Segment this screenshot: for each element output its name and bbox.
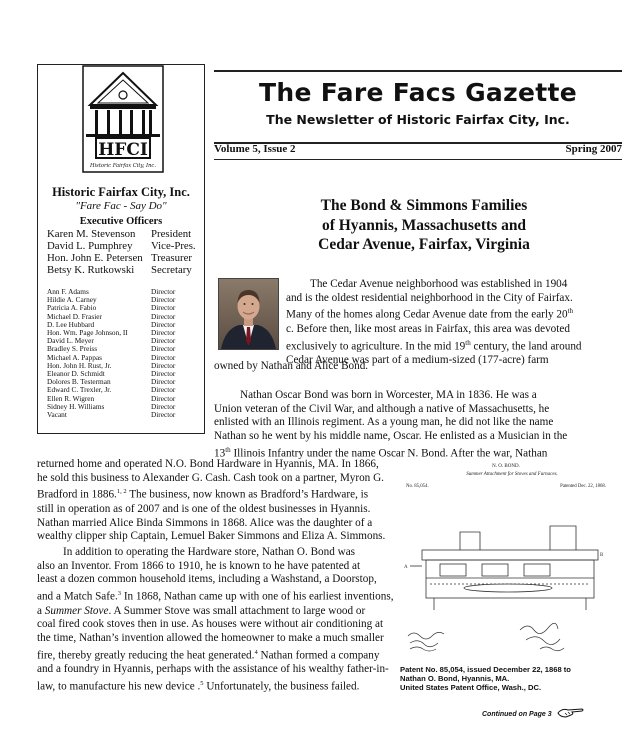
director-name: Vacant <box>47 410 67 419</box>
witness-signatures <box>408 623 564 651</box>
text-line: he sold this business to Alexander G. Cash. Cash took on a partner, Myron G. <box>37 471 384 484</box>
logo-text: HFCI <box>98 140 148 160</box>
portrait-image <box>219 279 278 349</box>
text-span: . A Summer Stove was small attachment to large wood or <box>108 604 366 617</box>
text-line <box>286 305 622 322</box>
director-name: Hon. John H. Rust, Jr. <box>47 360 112 370</box>
superscript: 4 <box>254 648 258 656</box>
text-span: Bradford in 1886. <box>37 489 117 502</box>
officer-role: Vice-Pres. <box>151 240 196 252</box>
paragraph-1 <box>286 278 622 368</box>
text-span: fire, thereby greatly reducing the heat generated. <box>37 649 255 662</box>
director-name: Patricia A. Fabio <box>47 303 97 313</box>
issue-season: Spring 2007 <box>565 143 622 155</box>
text-span: Illinois Infantry under the name Oscar N. Bond. After the war, Nathan <box>230 447 548 460</box>
officer-name: Hon. John E. Petersen <box>47 252 143 264</box>
director-role: Director <box>151 393 176 403</box>
officer-role: President <box>151 228 192 240</box>
director-role: Director <box>151 344 176 354</box>
caption-line: Patent No. 85,054, issued December 22, 1868 to <box>400 665 571 674</box>
officer-name: David L. Pumphrey <box>47 240 133 252</box>
text-line: also an Inventor. From 1866 to 1910, he is known to he have patented at <box>37 559 361 572</box>
director-role: Director <box>151 336 176 346</box>
text-line: Nathan married Alice Binda Simmons in 1868. Alice was the daughter of a <box>37 516 373 529</box>
text-line: the time, Nathan’s invention allowed the homeowner to make a much smaller <box>37 631 384 644</box>
director-role: Director <box>151 287 176 296</box>
text-line: Union veteran of the Civil War, and although a native of Massachusetts, he <box>214 402 550 415</box>
paragraph-3 <box>37 546 394 694</box>
paragraph-1-end: owned by Nathan and Alice Bond. <box>214 360 369 372</box>
headline-line: of Hyannis, Massachusetts and <box>321 216 527 234</box>
text-line <box>286 337 622 354</box>
director-name: Eleanor D. Schmidt <box>47 369 105 378</box>
director-name: D. Lee Hubbard <box>47 319 95 329</box>
issue-rule <box>214 159 622 160</box>
text-span: century, the land around <box>470 340 582 353</box>
text-span: Nathan formed a company <box>257 649 380 662</box>
text-line: wealthy clipper ship Captain, Lemuel Baker Simmons and Eliza A. Simmons. <box>37 530 386 543</box>
director-name: Hon. Wm. Page Johnson, II <box>47 328 128 337</box>
caption-line: Nathan O. Bond, Hyannis, MA. <box>400 674 510 683</box>
summer-stove-italic: Summer Stove <box>44 604 109 617</box>
continued-on-page: Continued on Page 3 <box>482 711 552 718</box>
text-span: In 1868, Nathan came up with one of his earliest inventions, <box>121 590 394 603</box>
pointing-hand-icon <box>556 705 586 719</box>
director-name: Bradley S. Preiss <box>47 344 98 354</box>
director-role: Director <box>151 377 176 387</box>
text-span: Unfortunately, the business failed. <box>203 680 360 693</box>
superscript: 3 <box>117 590 122 598</box>
director-role: Director <box>151 401 176 411</box>
officer-name: Karen M. Stevenson <box>47 228 136 240</box>
director-role: Director <box>151 369 176 378</box>
text-line: In addition to operating the Hardware store, Nathan O. Bond was <box>63 546 356 558</box>
director-name: Michael A. Pappas <box>47 352 102 362</box>
executive-officers-heading: Executive Officers <box>79 216 163 227</box>
director-role: Director <box>151 328 176 337</box>
superscript: 1, 2 <box>116 488 127 496</box>
headline-line: The Bond & Simmons Families <box>320 197 528 214</box>
motto: "Fare Fac - Say Do" <box>75 200 167 212</box>
hfci-logo <box>82 65 164 173</box>
director-role: Director <box>151 360 176 370</box>
text-line: Cedar Avenue was part of a medium-sized (177-acre) farm <box>286 353 549 366</box>
text-line <box>37 485 387 502</box>
director-name: Hildie A. Carney <box>47 295 97 305</box>
director-role: Director <box>151 319 176 329</box>
svg-text:B: B <box>600 553 604 558</box>
patent-header-title: Summer Attachment for Stoves and Furnaces. <box>466 472 558 477</box>
director-name: David L. Meyer <box>47 336 94 346</box>
superscript: 5 <box>200 679 204 687</box>
article-headline <box>220 196 628 255</box>
director-role: Director <box>151 352 176 362</box>
text-line: and is the oldest residential neighborhood in the City of Fairfax. <box>286 291 573 304</box>
director-role: Director <box>151 303 176 313</box>
text-line <box>37 587 394 604</box>
text-line: Nathan Oscar Bond was born in Worcester, MA in 1836. He was a <box>240 389 537 401</box>
officer-role: Treasurer <box>151 252 192 264</box>
director-name: Dolores B. Testerman <box>47 377 111 387</box>
sidebar-officers-box <box>37 64 205 434</box>
text-line: coal fired cook stoves then in use. As houses were without air conditioning at <box>37 618 384 631</box>
director-name: Ellen R. Wigren <box>47 393 95 403</box>
patent-header-no: No. 85,054. <box>406 484 429 489</box>
text-line: c. Before then, like most areas in Fairfax, this area was devoted <box>286 322 570 335</box>
officer-name: Betsy K. Rutkowski <box>47 264 135 276</box>
text-span: law, to manufacture his new device . <box>37 680 201 693</box>
masthead <box>214 70 622 144</box>
text-line <box>37 677 387 694</box>
text-span: and a Match Safe. <box>37 590 118 603</box>
text-span: exclusively to agriculture. In the mid 19 <box>286 340 466 353</box>
director-name: Ann F. Adams <box>47 287 89 296</box>
patent-drawing <box>400 460 612 655</box>
issue-volume: Volume 5, Issue 2 <box>214 143 296 155</box>
patent-header-name: N. O. BOND. <box>492 464 520 469</box>
director-name: Michael D. Frasier <box>47 311 102 321</box>
text-line: Nathan so he went by his middle name, Oscar. He enlisted as a Musician in the <box>214 430 568 443</box>
patent-header-date: Patented Dec. 22, 1868. <box>560 484 606 489</box>
superscript: th <box>465 338 471 347</box>
org-name: Historic Fairfax City, Inc. <box>52 185 190 199</box>
text-line: returned home and operated N.O. Bond Hardware in Hyannis, MA. In 1866, <box>37 458 379 470</box>
text-span: 13 <box>214 447 226 460</box>
superscript: th <box>567 307 574 316</box>
text-line: enlisted with an Illinois regiment. As a young man, he did not like the name <box>214 416 554 429</box>
text-span: Many of the homes along Cedar Avenue date from the early 20 <box>286 309 568 322</box>
text-line <box>37 605 387 619</box>
text-line: The Cedar Avenue neighborhood was established in 1904 <box>310 278 568 290</box>
officer-role: Secretary <box>151 264 192 276</box>
text-line: least a dozen common household items, including a Washstand, a Doorstop, <box>37 573 377 586</box>
text-line: and a foundry in Hyannis, perhaps with the assistance of his wealthy father-in- <box>37 663 389 676</box>
director-name: Sidney H. Williams <box>47 401 105 411</box>
paragraph-2-top <box>214 389 622 461</box>
director-role: Director <box>151 385 176 395</box>
text-span: The business, now known as Bradford’s Hardware, is <box>126 489 369 502</box>
paragraph-2-bottom <box>37 458 387 544</box>
gazette-title: The Fare Facs Gazette <box>259 78 577 107</box>
stove-illustration <box>404 526 604 610</box>
headline-line: Cedar Avenue, Fairfax, Virginia <box>318 236 530 253</box>
text-span: a <box>37 604 45 617</box>
logo-tagline: Historic Fairfax City, Inc. <box>89 163 157 169</box>
caption-line: United States Patent Office, Wash., DC. <box>400 683 542 692</box>
director-role: Director <box>151 295 176 305</box>
author-portrait <box>218 278 279 350</box>
superscript: th <box>225 445 231 454</box>
text-line: still in operation as of 2007 and is one of the oldest businesses in Hyannis. <box>37 502 371 515</box>
director-role: Director <box>151 410 176 419</box>
director-role: Director <box>151 311 176 321</box>
gazette-subtitle: The Newsletter of Historic Fairfax City, Inc. <box>266 112 570 127</box>
patent-caption <box>400 665 620 692</box>
svg-text:A: A <box>404 565 408 570</box>
director-name: Edward C. Trexler, Jr. <box>47 385 112 395</box>
text-line <box>37 646 387 663</box>
